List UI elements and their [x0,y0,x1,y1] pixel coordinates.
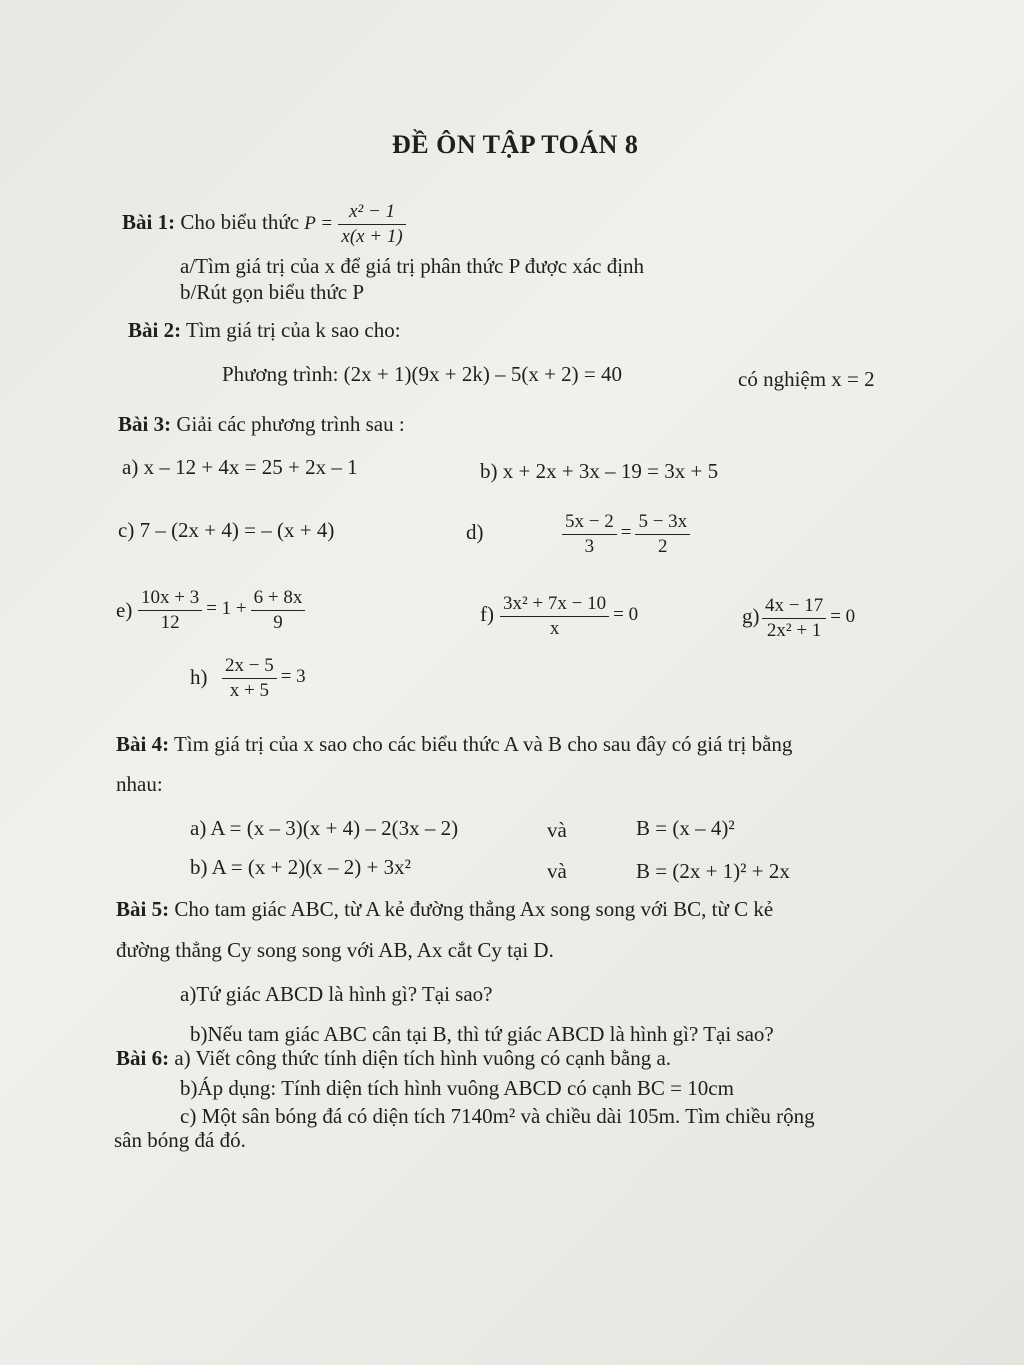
exercise-6c: c) Một sân bóng đá có diện tích 7140m² và chiều dài 105m. Tìm chiều rộng [180,1104,815,1128]
exercise-3 [118,412,405,437]
exercise-3e-den1: 12 [160,611,180,633]
exercise-4a-and: và [547,818,567,842]
exercise-1-text: Cho biểu thức [180,210,300,235]
exercise-4 [116,732,792,757]
exercise-4-label: Bài 4: [116,732,170,756]
expr-p-fraction [338,200,405,249]
exercise-1-label: Bài 1: [122,210,176,235]
exercise-6b: b)Áp dụng: Tính diện tích hình vuông ABCD có cạnh BC = 10cm [180,1076,734,1100]
exercise-3c: c) 7 – (2x + 4) = – (x + 4) [118,518,335,542]
exercise-4b-A: b) A = (x + 2)(x – 2) + 3x² [190,855,411,879]
exercise-5-text2: đường thẳng Cy song song với AB, Ax cắt Cy tại D. [116,938,554,962]
exercise-3f-label: f) [480,602,494,626]
exercise-5-label: Bài 5: [116,897,170,921]
exercise-2-equation: Phương trình: (2x + 1)(9x + 2k) – 5(x + 2) = 40 [222,362,622,386]
exercise-3h-rhs: = 3 [280,665,306,687]
exercise-1 [122,200,406,249]
exercise-3f-den: x [549,617,560,639]
exercise-1b: b/Rút gọn biểu thức P [180,280,365,304]
exercise-3-label: Bài 3: [118,412,172,436]
exercise-3g-label: g) [742,604,760,628]
exercise-3h-den: x + 5 [229,679,269,701]
exercise-3d-eq: = [620,521,632,543]
exercise-3h-num: 2x − 5 [222,654,277,679]
exercise-3e-den2: 9 [273,611,283,633]
expr-p-lhs: P = [304,213,334,235]
exercise-3e [138,586,305,635]
exercise-4a-B: B = (x – 4)² [636,816,735,840]
exercise-3f-num: 3x² + 7x − 10 [500,592,609,617]
exercise-3e-num1: 10x + 3 [138,586,202,611]
exercise-3-text: Giải các phương trình sau : [176,412,405,436]
exercise-3h-label: h) [190,665,208,689]
exercise-6-label: Bài 6: [116,1046,170,1070]
exercise-6a: a) Viết công thức tính diện tích hình vuông có cạnh bằng a. [174,1046,672,1070]
exercise-4b-and: và [547,859,567,883]
exercise-3h [222,654,306,703]
exercise-2 [128,318,401,343]
exercise-6c-cont: sân bóng đá đó. [114,1128,246,1152]
exercise-5b: b)Nếu tam giác ABC cân tại B, thì tứ giác ABCD là hình gì? Tại sao? [190,1022,774,1046]
exercise-5 [116,897,773,922]
exercise-3g-rhs: = 0 [830,605,856,627]
exercise-3a: a) x – 12 + 4x = 25 + 2x – 1 [122,455,358,479]
exercise-1a: a/Tìm giá trị của x để giá trị phân thức P được xác định [180,254,645,278]
exercise-3b: b) x + 2x + 3x – 19 = 3x + 5 [480,459,719,483]
exercise-3g [762,594,855,643]
exercise-3e-mid: = 1 + [206,597,247,619]
exercise-3f-rhs: = 0 [613,603,639,625]
exercise-4a-A: a) A = (x – 3)(x + 4) – 2(3x – 2) [190,816,459,840]
exercise-3e-label: e) [116,598,133,622]
exercise-4-text2: nhau: [116,772,163,796]
exercise-4b-B: B = (2x + 1)² + 2x [636,859,790,883]
exercise-3d-num2: 5 − 3x [635,510,690,535]
exercise-3d-den2: 2 [658,535,668,557]
exercise-3d-label: d) [466,520,484,544]
exercise-3f [500,592,638,641]
exercise-2-condition: có nghiệm x = 2 [738,367,875,391]
exercise-3d-num1: 5x − 2 [562,510,617,535]
exercise-5a: a)Tứ giác ABCD là hình gì? Tại sao? [180,982,493,1006]
page-title: ĐỀ ÔN TẬP TOÁN 8 [392,130,639,159]
exercise-3d [562,510,690,559]
exercise-3e-num2: 6 + 8x [251,586,306,611]
exercise-3d-den1: 3 [584,535,595,557]
exercise-2-label: Bài 2: [128,318,182,342]
exercise-3g-num: 4x − 17 [762,594,826,619]
expr-p-numerator: x² − 1 [338,200,405,225]
exercise-3g-den: 2x² + 1 [766,619,822,641]
exercise-4-text: Tìm giá trị của x sao cho các biểu thức A và B cho sau đây có giá trị bằng [173,732,793,756]
expr-p-denominator: x(x + 1) [341,225,403,247]
exercise-2-text: Tìm giá trị của k sao cho: [185,318,401,342]
exercise-6 [116,1046,671,1071]
exercise-5-text: Cho tam giác ABC, từ A kẻ đường thẳng Ax song song với BC, từ C kẻ [174,897,774,921]
